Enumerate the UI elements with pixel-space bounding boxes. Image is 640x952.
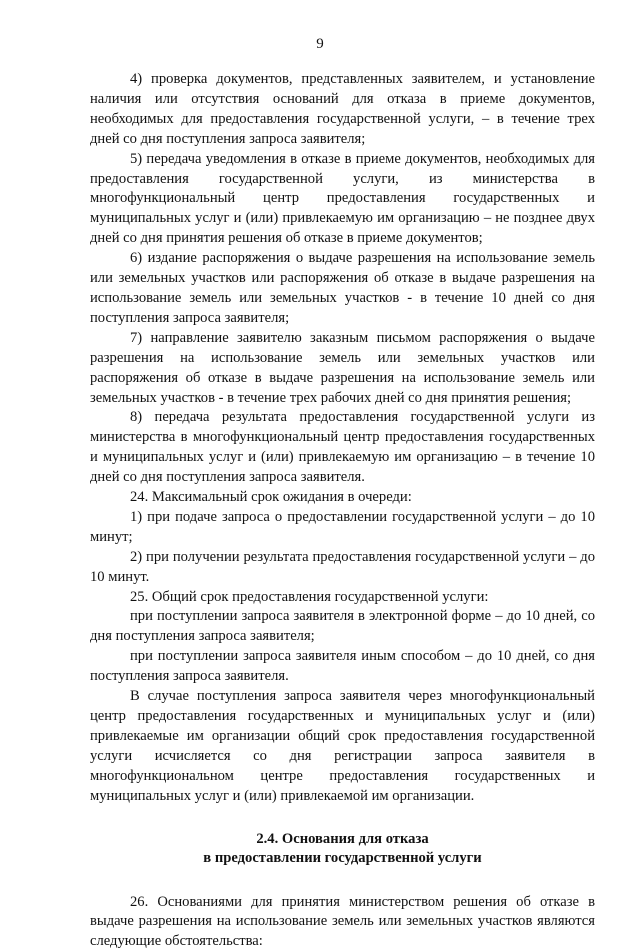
paragraph-mfc-request: В случае поступления запроса заявителя через многофункциональный центр предоставления государственных и муниципальных услуг и (или) привлекаемые им организации общий срок предоставления государственной услуги исчисляется со дня регистрации запроса заявителя в многофункциональном центре предоставления государственных и муниципальных услуг и (или) привлекаемой им организации. [90, 688, 595, 804]
paragraph-clause-24-item-2: 2) при получении результата предоставления государственной услуги – до 10 минут. [90, 548, 595, 585]
paragraph-clause-26: 26. Основаниями для принятия министерством решения об отказе в выдаче разрешения на использование земель или земельных участков являются следующие обстоятельства: [90, 893, 595, 950]
paragraph-clause-24-item-1: 1) при подаче запроса о предоставлении государственной услуги – до 10 минут; [90, 508, 595, 545]
paragraph-item-5: 5) передача уведомления в отказе в приеме документов, необходимых для предоставления государственной услуги, из министерства в многофункциональный центр предоставления государственных и муниципальных услуг и (или) привлекаемую им организацию – не позднее двух дней со дня принятия решения об отказе в приеме документов; [90, 150, 595, 247]
section-heading [90, 830, 595, 869]
paragraph-item-8: 8) передача результата предоставления государственной услуги из министерства в многофункциональный центр предоставления государственных и муниципальных услуг и (или) привлекаемую им организацию – в течение 10 дней со дня поступления запроса заявителя. [90, 409, 595, 486]
paragraph-item-7: 7) направление заявителю заказным письмом распоряжения о выдаче разрешения на использование земель или земельных участков или распоряжения об отказе в выдаче разрешения на использование земель или земельных участков - в течение трех рабочих дней со дня принятия решения; [90, 329, 595, 406]
paragraph-item-4: 4) проверка документов, представленных заявителем, и установление наличия или отсутствия оснований для отказа в приеме документов, необходимых для предоставления государственной услуги, – в течение трех дней со дня поступления запроса заявителя; [90, 71, 595, 147]
paragraph-electronic-request: при поступлении запроса заявителя в электронной форме – до 10 дней, со дня поступления запроса заявителя; [90, 608, 595, 645]
paragraph-clause-25: 25. Общий срок предоставления государственной услуги: [130, 588, 489, 605]
section-heading-line-1: 2.4. Основания для отказа [256, 830, 429, 847]
page-number: 9 [316, 36, 324, 52]
paragraph-clause-24: 24. Максимальный срок ожидания в очереди: [130, 489, 412, 506]
document-body [90, 70, 595, 952]
paragraph-other-request: при поступлении запроса заявителя иным способом – до 10 дней, со дня поступления запроса заявителя. [90, 648, 595, 685]
section-heading-line-2: в предоставлении государственной услуги [203, 850, 482, 867]
paragraph-item-6: 6) издание распоряжения о выдаче разрешения на использование земель или земельных участков или распоряжения об отказе в выдаче разрешения на использование земель или земельных участков - в течение 10 дней со дня поступления запроса заявителя; [90, 250, 595, 326]
